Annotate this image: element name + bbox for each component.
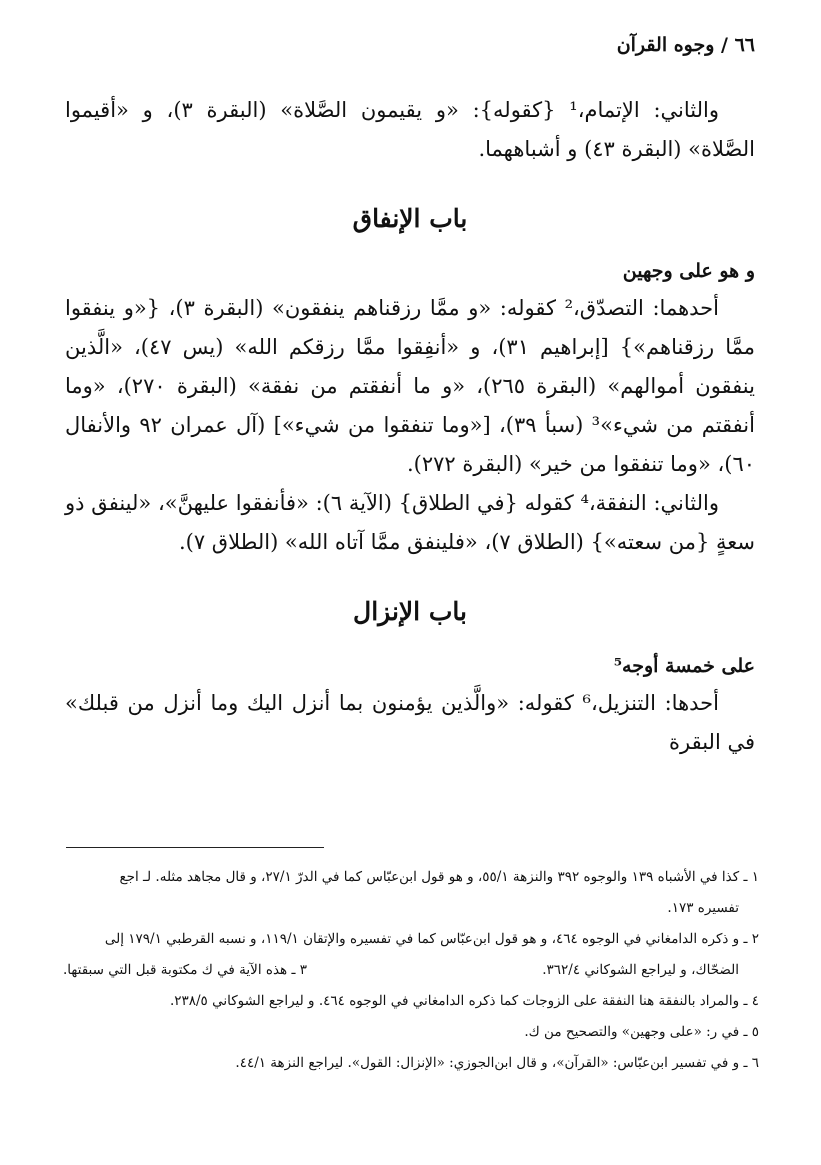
section-title-infaq: باب الإنفاق <box>352 204 468 233</box>
intro-paragraph: والثاني: الإتمام،¹ {كقوله}: «و يقيمون الصَّلاة» (البقرة ٣)، و «أقيموا الصَّلاة» (البقرة ٤٣) و أشباههما. <box>65 98 755 161</box>
footnote-2-line-1: ٢ ـ و ذكره الدامغاني في الوجوه ٤٦٤، و هو قول ابن‌عبّاس كما في تفسيره والإتقان ١١٩/١، و نسبه القرطبي ١٧٩/١ إلى <box>104 931 759 947</box>
section-subhead-infaq: و هو على وجهين <box>622 260 755 282</box>
section-title-inzal: باب الإنزال <box>353 597 467 626</box>
paragraph-nafaqa: والثاني: النفقة،⁴ كقوله {في الطلاق} (الآية ٦): «فأنفقوا عليهنَّ»، «لينفق ذو سعةٍ {من سعته»} (الطلاق ٧)، «فلينفق ممَّا آتاه الله» (الطلاق ٧). <box>65 491 755 554</box>
footnote-3: ٣ ـ هذه الآية في ك مكتوبة قبل التي سبقتها. <box>63 962 307 978</box>
footnote-2-line-2: الضحّاك، و ليراجع الشوكاني ٣٦٢/٤. <box>542 962 739 978</box>
footnote-1-line-1: ١ ـ كذا في الأشباه ١٣٩ والوجوه ٣٩٢ والنزهة ٥٥/١، و هو قول ابن‌عبّاس كما في الدرّ ٢٧/١، و قال مجاهد مثله. لـ اجع <box>119 869 759 885</box>
footnote-4: ٤ ـ والمراد بالنفقة هنا النفقة على الزوجات كما ذكره الدامغاني في الوجوه ٤٦٤. و ليراجع الشوكاني ٢٣٨/٥. <box>169 993 759 1009</box>
footnotes <box>63 862 759 1079</box>
footnote-divider <box>66 847 324 848</box>
footnote-5: ٥ ـ في ر: «على وجهين» والتصحيح من ك. <box>524 1024 759 1040</box>
footnote-1-line-2: تفسيره ١٧٣. <box>667 900 739 916</box>
section-subhead-inzal: على خمسة أوجه⁵ <box>613 655 755 677</box>
footnote-2-3-row <box>63 955 759 986</box>
paragraph-tasadduq: أحدهما: التصدّق،² كقوله: «و ممَّا رزقناهم ينفقون» (البقرة ٣)، {«و ينفقوا ممَّا رزقناهم»} [إبراهيم ٣١)، و «أنفِقوا ممَّا رزقكم الله» (يس ٤٧)، «الَّذين ينفقون أموالهم» (البقرة ٢٦٥)، «و ما أنفقتم من نفقة» (البقرة ٢٧٠)، «وما أنفقتم من شيء»³ (سبأ ٣٩)، [«وما تنفقوا من شيء»] (آل عمران ٩٢ والأنفال ٦٠)، «وما تنفقوا من خير» (البقرة ٢٧٢). <box>65 296 755 476</box>
footnote-6: ٦ ـ و في تفسير ابن‌عبّاس: «القرآن»، و قال ابن‌الجوزي: «الإنزال: القول». ليراجع النزهة ٤٤/١. <box>235 1055 759 1071</box>
paragraph-tanzil: أحدها: التنزيل،⁶ كقوله: «والَّذين يؤمنون بما أنزل اليك وما أنزل من قبلك» في البقرة <box>65 691 755 754</box>
running-head: ٦٦ / وجوه القرآن <box>616 34 755 56</box>
body-text <box>65 91 755 762</box>
